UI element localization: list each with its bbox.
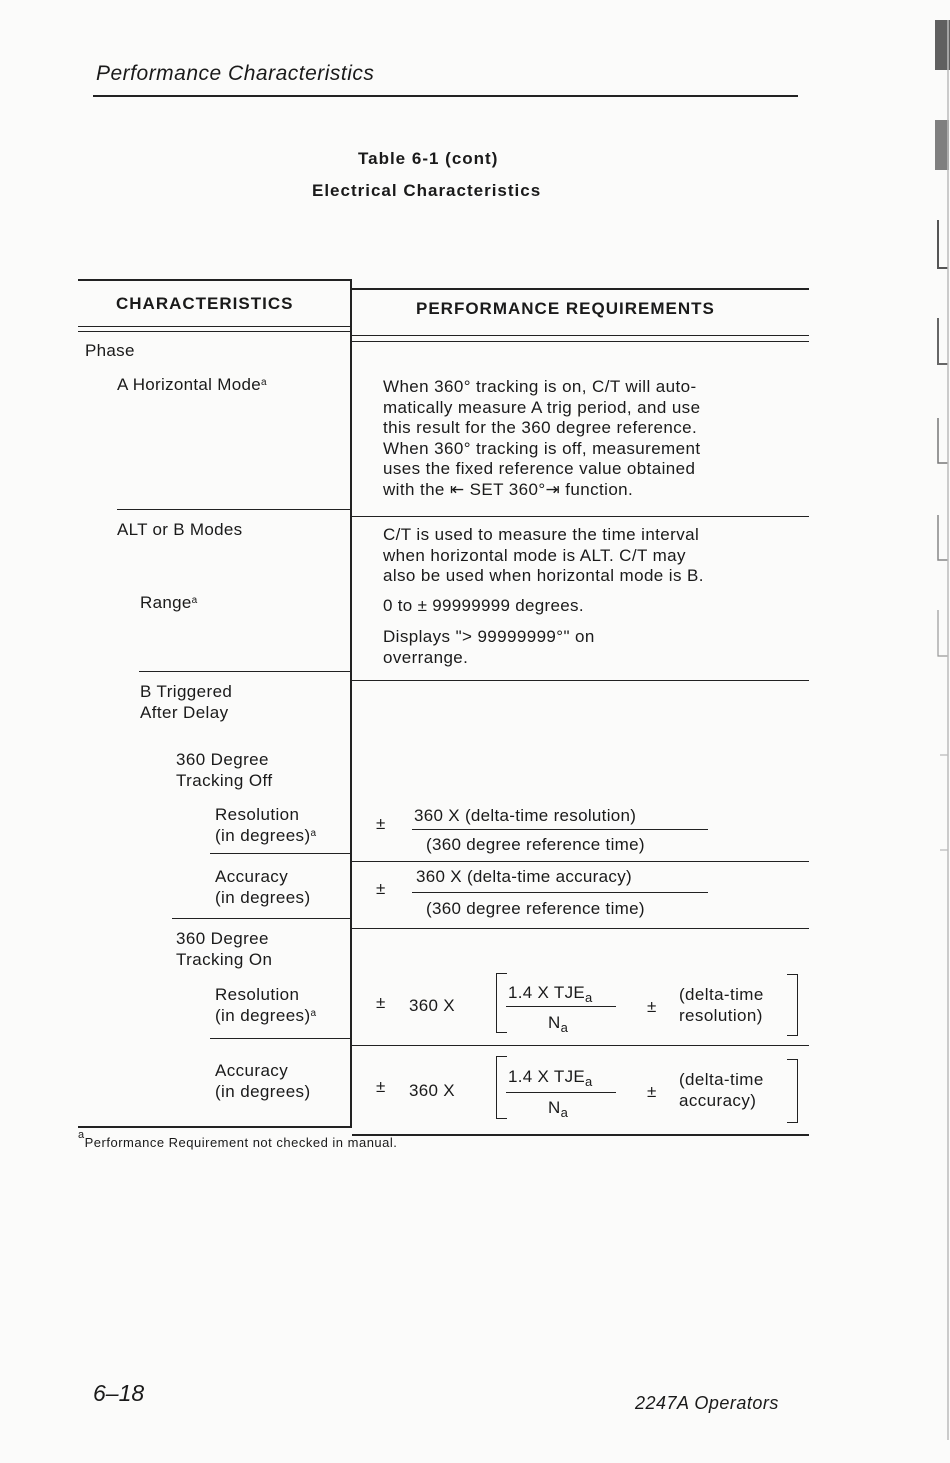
- range-requirement: 0 to ± 99999999 degrees.: [383, 596, 584, 615]
- on-resolution-fraction-bar: [506, 1006, 616, 1007]
- rule-on-res-left: [210, 1038, 352, 1039]
- on-accuracy-frac-numerator: 1.4 X $TJE_a$: [508, 1067, 593, 1089]
- table-caption-title: Electrical Characteristics: [312, 181, 542, 200]
- rule-off-acc-right: [352, 928, 809, 929]
- off-accuracy-numerator: 360 X (delta-time accuracy): [416, 867, 632, 886]
- a-horizontal-mode-requirement: When 360° tracking is on, C/T will auto- matically measure A trig period, and use this result for the 360 degree reference. When 360° tracking is off, measurement uses the fixed reference value obtained with the ⇤ SET 360°⇥ function.: [383, 377, 701, 499]
- row-b-triggered-after-delay: B Triggered After Delay: [140, 682, 233, 722]
- table-bottom-rule-left: [78, 1126, 352, 1128]
- on-resolution-plus-minus: ±: [376, 993, 386, 1012]
- rule-range-left: [139, 671, 352, 672]
- row-on-resolution: Resolution (in degrees)$^a$: [215, 985, 317, 1025]
- on-accuracy-plus-minus-2: ±: [647, 1082, 657, 1101]
- on-resolution-tail: (delta-time resolution): [679, 985, 764, 1025]
- alt-b-modes-requirement: C/T is used to measure the time interval when horizontal mode is ALT. C/T may also be used when horizontal mode is B.: [383, 525, 704, 585]
- row-on-accuracy: Accuracy (in degrees): [215, 1061, 311, 1101]
- table-top-rule-right: [352, 288, 809, 290]
- header-rule: [93, 95, 798, 97]
- off-accuracy-fraction-bar: [412, 892, 708, 893]
- row-off-accuracy: Accuracy (in degrees): [215, 867, 311, 907]
- table-footnote: $^a$Performance Requirement not checked in manual.: [78, 1129, 398, 1150]
- on-resolution-frac-numerator: 1.4 X $TJE_a$: [508, 983, 593, 1005]
- row-range: Range$^a$: [140, 593, 198, 612]
- on-accuracy-tail: (delta-time accuracy): [679, 1070, 764, 1110]
- off-resolution-numerator: 360 X (delta-time resolution): [414, 806, 637, 825]
- rule-a-mode-right: [352, 516, 809, 517]
- off-resolution-plus-minus: ±: [376, 814, 386, 833]
- header-rule-right-1: [352, 335, 809, 336]
- row-tracking-on: 360 Degree Tracking On: [176, 929, 273, 969]
- on-accuracy-plus-minus: ±: [376, 1077, 386, 1096]
- row-phase: Phase: [85, 341, 135, 360]
- table-top-rule-left: [78, 279, 352, 281]
- row-off-resolution: Resolution (in degrees)$^a$: [215, 805, 317, 845]
- header-rule-left-1: [78, 326, 352, 327]
- rule-off-res-right: [352, 861, 809, 862]
- edge-tab-mark: [938, 318, 948, 364]
- on-accuracy-fraction-bar: [506, 1092, 616, 1093]
- table-bottom-rule-right: [352, 1134, 809, 1136]
- binder-edge-marks: [890, 0, 950, 1463]
- row-alt-b-modes: ALT or B Modes: [117, 520, 243, 539]
- on-resolution-left-bracket: [496, 973, 507, 1033]
- row-a-horizontal-mode: A Horizontal Mode$^a$: [117, 375, 267, 394]
- edge-tab-mark: [938, 515, 948, 560]
- on-accuracy-left-bracket: [496, 1056, 507, 1119]
- on-resolution-right-bracket: [787, 974, 798, 1036]
- on-accuracy-360x: 360 X: [409, 1081, 455, 1100]
- off-resolution-denominator: (360 degree reference time): [426, 835, 645, 854]
- edge-tab-mark: [938, 418, 948, 463]
- column-divider: [350, 279, 352, 1128]
- range-display-note: Displays "> 99999999°" on overrange.: [383, 627, 595, 667]
- off-accuracy-denominator: (360 degree reference time): [426, 899, 645, 918]
- header-rule-right-2: [352, 341, 809, 342]
- on-resolution-frac-denominator: $N_a$: [548, 1013, 569, 1035]
- edge-tab-mark: [935, 120, 949, 170]
- rule-on-res-right: [352, 1045, 809, 1046]
- row-tracking-off: 360 Degree Tracking Off: [176, 750, 273, 790]
- table-caption-number: Table 6-1 (cont): [358, 149, 499, 168]
- column-header-performance: PERFORMANCE REQUIREMENTS: [416, 299, 715, 318]
- on-resolution-plus-minus-2: ±: [647, 997, 657, 1016]
- header-rule-left-2: [78, 331, 352, 332]
- rule-off-res-left: [210, 853, 352, 854]
- section-title: Performance Characteristics: [96, 62, 375, 85]
- page-number: 6–18: [93, 1380, 145, 1406]
- manual-name: 2247A Operators: [635, 1393, 779, 1413]
- rule-a-mode-left: [117, 509, 352, 510]
- edge-tab-mark: [938, 220, 948, 268]
- off-accuracy-plus-minus: ±: [376, 879, 386, 898]
- on-accuracy-frac-denominator: $N_a$: [548, 1098, 569, 1120]
- on-resolution-360x: 360 X: [409, 996, 455, 1015]
- rule-range-right: [352, 680, 809, 681]
- column-header-characteristics: CHARACTERISTICS: [116, 294, 294, 313]
- rule-off-acc-left: [172, 918, 352, 919]
- on-accuracy-right-bracket: [787, 1059, 798, 1123]
- off-resolution-fraction-bar: [412, 829, 708, 830]
- edge-tab-mark: [938, 610, 948, 656]
